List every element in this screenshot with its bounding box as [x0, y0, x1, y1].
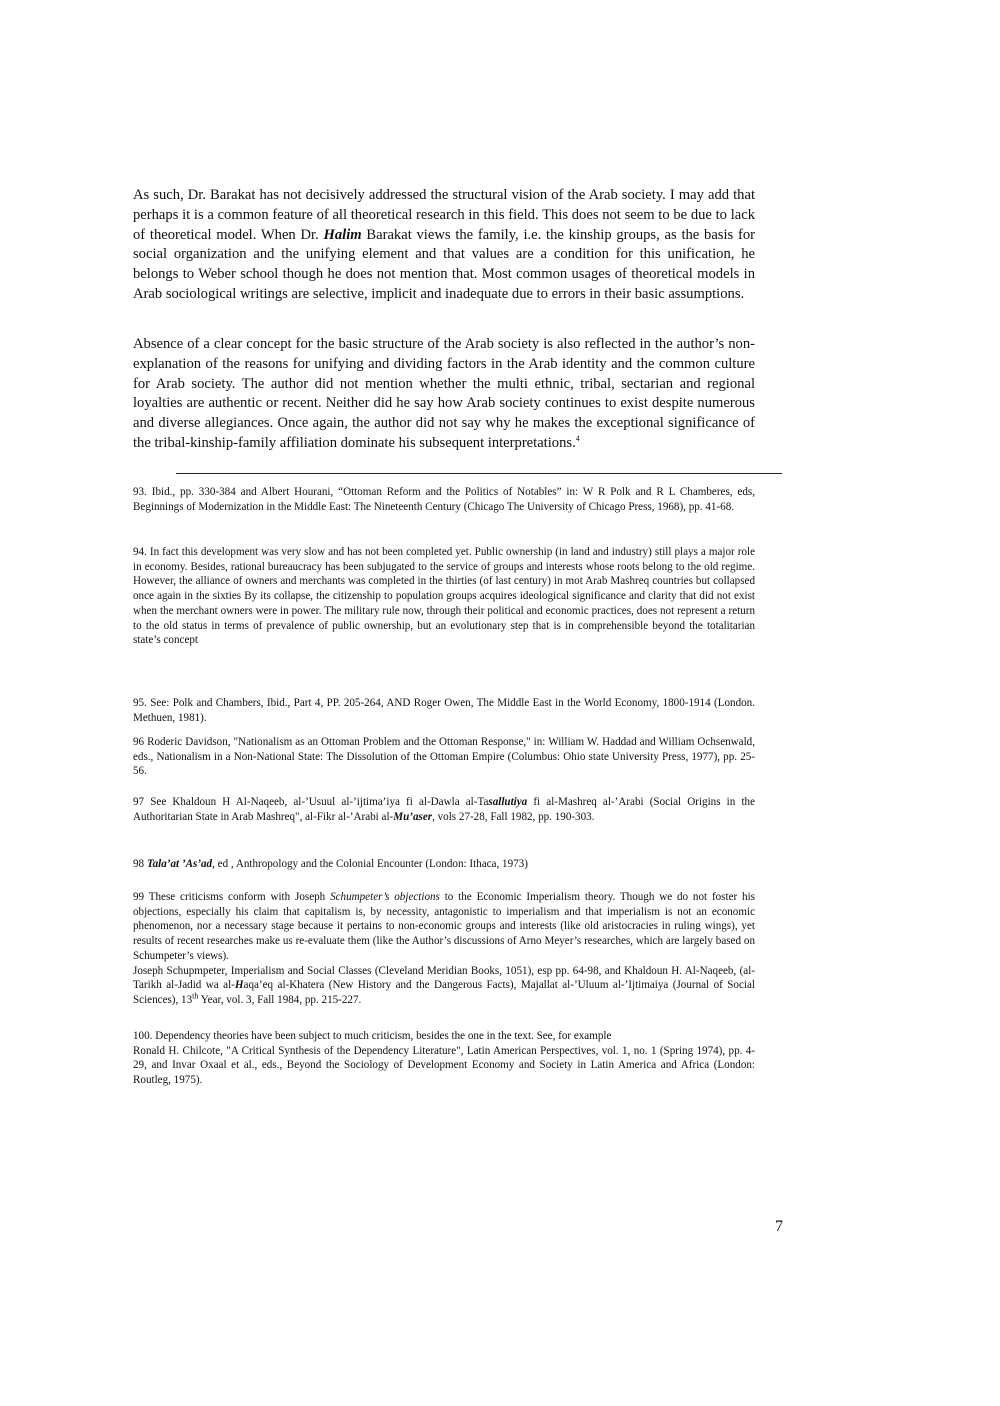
fn98-title: Tala’at ’As’ad: [146, 858, 213, 870]
footnote-separator: [176, 473, 782, 474]
footnote-95: 95. See: Polk and Chambers, Ibid., Part 4, PP. 205-264, AND Roger Owen, The Middle East in the World Economy, 1800-1914 (London. Methuen, 1981).: [133, 697, 755, 724]
fn99-text-a: 99 These criticisms conform with Joseph: [133, 891, 331, 903]
page-number: 7: [775, 1218, 783, 1235]
fn98-rest: , ed , Anthropology and the Colonial Encounter (London: Ithaca, 1973): [212, 858, 528, 870]
fn97-text-a: 97 See Khaldoun H Al-Naqeeb, al-’Usuul al-’ijtima’iya fi al-Dawla al-Ta: [133, 796, 489, 808]
footnote-93: 93. Ibid., pp. 330-384 and Albert Hourani, “Ottoman Reform and the Politics of Notables” in: W R Polk and R L Chamberes, eds, Beginnings of Modernization in the Middle East: The Nineteenth Century (Chicago The University of Chicago Press, 1968), pp. 41-68.: [133, 486, 755, 513]
fn99-superscript-th: th: [192, 991, 199, 1001]
fn99-emphasis-schumpeter: Schumpeter’s objections: [330, 891, 440, 903]
body-paragraph-1: [133, 186, 755, 305]
fn97-text-e: , vols 27-28, Fall 1982, pp. 190-303.: [432, 810, 595, 823]
footnote-100: [133, 1029, 755, 1088]
fn97-emphasis-sallutiya: sallutiya: [488, 796, 528, 808]
body-paragraph-2: [133, 335, 755, 454]
fn97-emphasis-muaser: Mu’aser: [393, 810, 433, 823]
footnote-94: 94. In fact this development was very slow and has not been completed yet. Public ownership (in land and industry) still plays a major role in economy. Besides, rational bureaucracy has been subjugated to the service of groups and interests whose roots belong to the old regime. However, the alliance of owners and merchants was completed in the thirties (of last century) in mot Arab Mashreq countries but collapsed once again in the sixties By its collapse, the citizenship to population groups acquires ideological significance and clarity that did not exist when the merchant owners were in power. The military rule now, through their political and economic practices, does not represent a return to the old status in terms of prevalence of public ownership, but an evolutionary step that is in comprehensible beyond the totalitarian state’s concept: [133, 546, 755, 647]
footnote-ref-4: 4: [575, 434, 580, 444]
p1-text-c: Barakat views the family, i.e. the kinship groups, as the basis for social organization and the unifying element and that values are a condition for this unification, he belongs to Weber school though he does not mention that. Most common usages of theoretical models in Arab sociological writings are selective, implicit and inadequate due to errors in their basic assumptions.: [133, 226, 755, 302]
footnote-98: [133, 857, 755, 872]
fn99-text-c: to the Economic Imperialism theory. Though we do not foster his objections, especially his claim that capitalism is, by necessity, antagonistic to imperialism and that imperialism is not an economic phenomenon, nor a necessary stage because it pertains to non-economic groups and interests (like old aristocracies in ruling wings), yet results of recent researches make us re-evaluate them (like the Author’s discussions of Arno Meyer’s researches, which are largely based on Schumpeter’s views).: [133, 891, 755, 962]
fn99-text-d: Joseph Schupmpeter, Imperialism and Social Classes (Cleveland Meridian Books, 1051), esp pp. 64-98, and Khaldoun H. Al-Naqeeb, (al-Tarikh al-Jadid wa al-: [133, 964, 755, 992]
fn99-text-f: aqa’eq al-Khatera (New History and the Dangerous Facts), Majallat al-’Uluum al-’Ijtimaiya (Journal of Social Sciences), 13: [133, 979, 755, 1006]
fn100-text-b: Ronald H. Chilcote, "A Critical Synthesis of the Dependency Literature", Latin American Perspectives, vol. 1, no. 1 (Spring 1974), pp. 4-29, and Invar Oxaal et al., eds., Beyond the Sociology of Development Economy and Society in Latin America and Africa (London: Routleg, 1975).: [133, 1044, 755, 1087]
footnote-97: [133, 795, 755, 824]
p2-text: Absence of a clear concept for the basic structure of the Arab society is also reflected in the author’s non-explanation of the reasons for unifying and dividing factors in the Arab identity and the common culture for Arab society. The author did not mention whether the multi ethnic, tribal, sectarian and regional loyalties are authentic or recent. Neither did he say how Arab society continues to exist despite numerous and diverse allegiances. Once again, the author did not say why he makes the exceptional significance of the tribal-kinship-family affiliation dominate his subsequent interpretations.: [133, 336, 755, 451]
fn100-text-a: 100. Dependency theories have been subject to much criticism, besides the one in the text. See, for example: [133, 1030, 612, 1042]
p1-text-a: As such, Dr. Barakat has not decisively addressed the structural vision of the Arab society. I may add that perhaps it is a common feature of all theoretical research in this field. This does not seem to be due to lack of theoretical model. When Dr.: [133, 187, 755, 243]
fn98-number: 98: [133, 858, 147, 870]
fn99-text-h: Year, vol. 3, Fall 1984, pp. 215-227.: [198, 993, 362, 1006]
fn97-text-c: fi al-Mashreq al-’Arabi (Social Origins in the Authoritarian State in Arab Mashreq", al-Fikr al-’Arabi al-: [133, 796, 755, 823]
fn99-emphasis-h: H: [234, 979, 244, 992]
footnote-99: [133, 890, 755, 1008]
p1-emphasis-halim: Halim: [323, 226, 362, 243]
footnote-96: 96 Roderic Davidson, "Nationalism as an Ottoman Problem and the Ottoman Response," in: William W. Haddad and William Ochsenwald, eds., Nationalism in a Non-National State: The Dissolution of the Ottoman Empire (Columbus: Ohio state University Press, 1977), pp. 25-56.: [133, 736, 755, 778]
